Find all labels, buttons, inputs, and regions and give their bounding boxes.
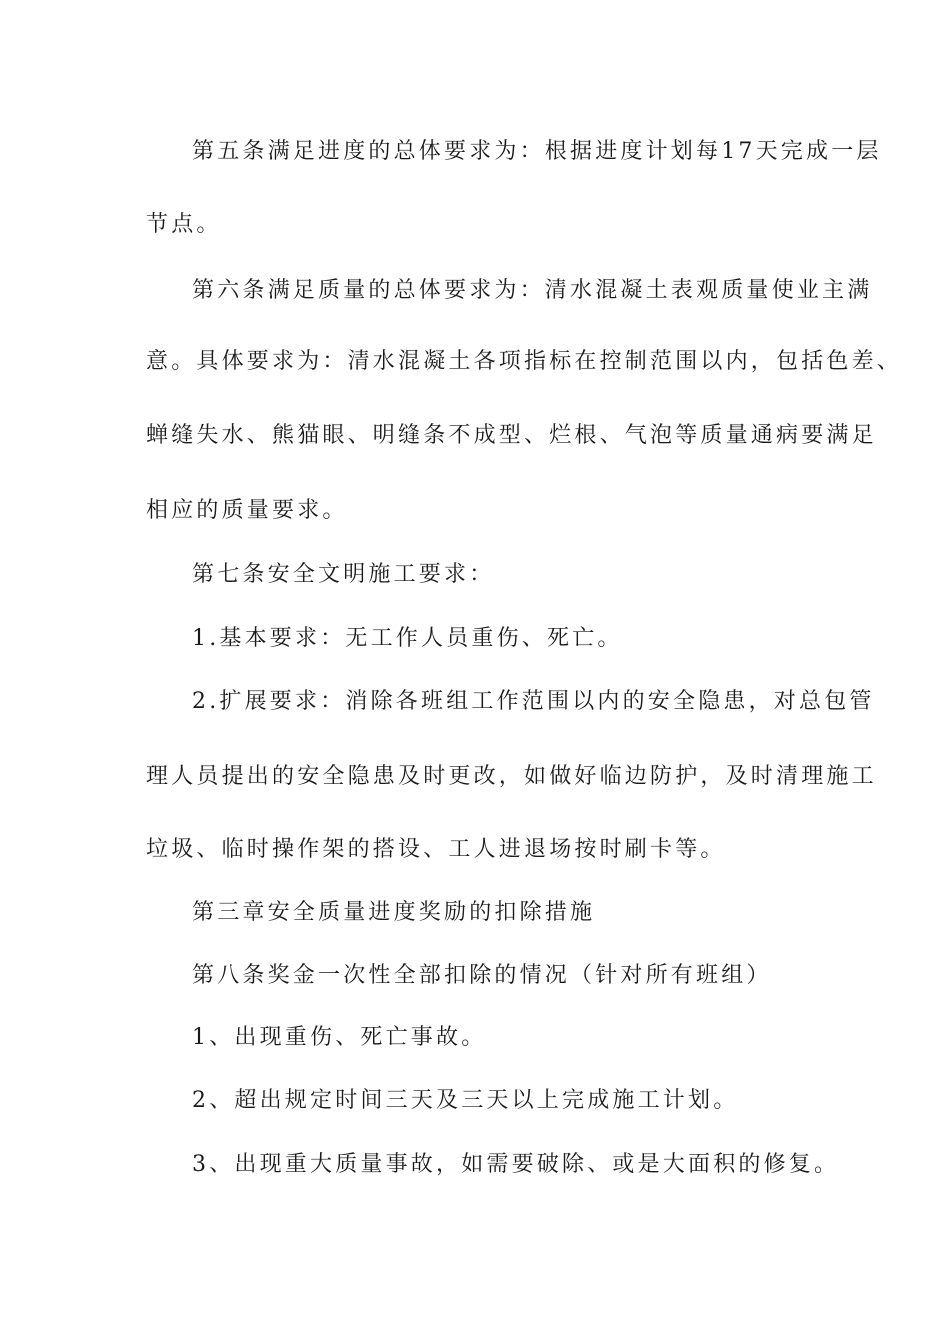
article-6-line-3: 蝉缝失水、熊猫眼、明缝条不成型、烂根、气泡等质量通病要满足 — [146, 423, 877, 448]
article-8-item-2: 2、超出规定时间三天及三天以上完成施工计划。 — [192, 1088, 739, 1113]
chapter-3-heading: 第三章安全质量进度奖励的扣除措施 — [192, 900, 596, 925]
article-7-heading: 第七条安全文明施工要求： — [192, 562, 495, 587]
article-8-item-1: 1、出现重伤、死亡事故。 — [192, 1025, 487, 1050]
article-6-line-4: 相应的质量要求。 — [146, 498, 348, 523]
article-6-line-2: 意。具体要求为：清水混凝土各项指标在控制范围以内，包括色差、 — [146, 349, 903, 374]
article-7-item-1: 1.基本要求：无工作人员重伤、死亡。 — [192, 626, 623, 651]
article-7-item-2-line-2: 理人员提出的安全隐患及时更改，如做好临边防护，及时清理施工 — [146, 764, 877, 789]
article-6-line-1: 第六条满足质量的总体要求为：清水混凝土表观质量使业主满 — [192, 278, 873, 303]
article-5-line-1: 第五条满足进度的总体要求为：根据进度计划每17天完成一层 — [192, 139, 882, 164]
article-8-heading: 第八条奖金一次性全部扣除的情况（针对所有班组） — [192, 963, 772, 988]
article-7-item-2-line-1: 2.扩展要求：消除各班组工作范围以内的安全隐患，对总包管 — [192, 689, 875, 714]
article-8-item-3: 3、出现重大质量事故，如需要破除、或是大面积的修复。 — [192, 1152, 840, 1177]
article-5-line-2: 节点。 — [146, 212, 222, 237]
article-7-item-2-line-3: 垃圾、临时操作架的搭设、工人进退场按时刷卡等。 — [146, 837, 726, 862]
